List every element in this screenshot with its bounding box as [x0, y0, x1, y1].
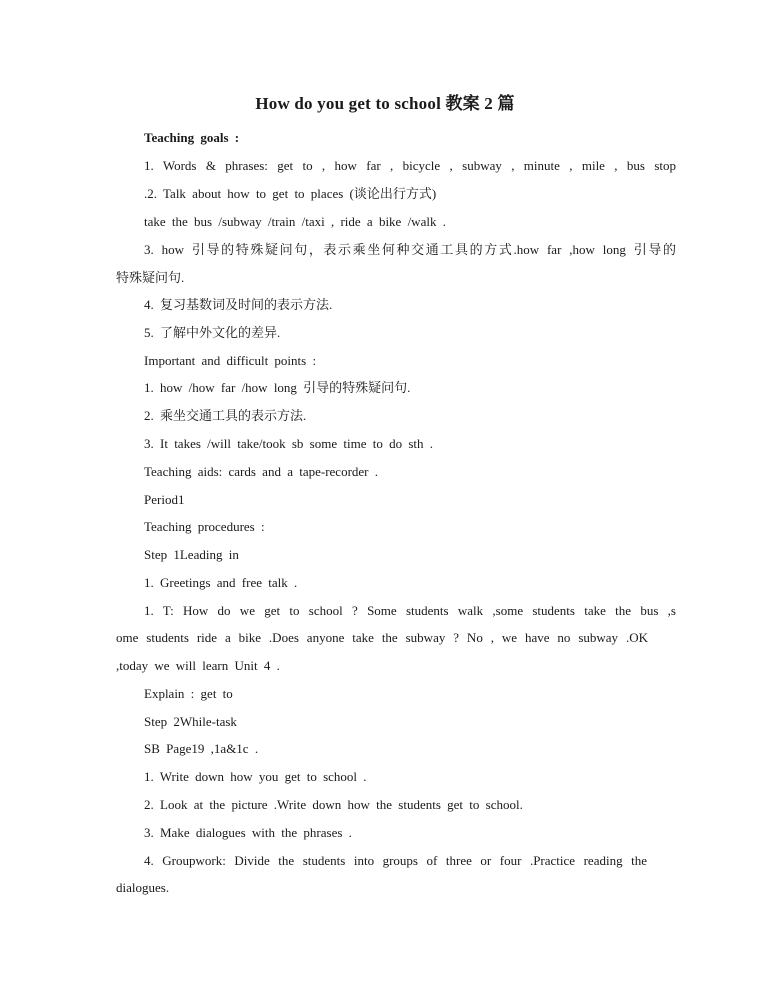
paragraph-line: dialogues.	[116, 880, 170, 895]
paragraph-line: Teaching aids: cards and a tape-recorder .	[144, 464, 379, 479]
paragraph-line: 2. Look at the picture .Write down how the students get to school.	[144, 797, 523, 812]
paragraph-line: ,today we will learn Unit 4 .	[116, 658, 280, 673]
paragraph-line: 3. Make dialogues with the phrases .	[144, 825, 352, 840]
paragraph-line: ome students ride a bike .Does anyone take the subway ? No , we have no subway .OK	[116, 630, 648, 645]
paragraph-line: 4. 复习基数词及时间的表示方法.	[144, 297, 333, 312]
paragraph-line: .2. Talk about how to get to places (谈论出行方式)	[144, 186, 437, 201]
paragraph-line: 4. Groupwork: Divide the students into groups of three or four .Practice reading the	[144, 853, 647, 868]
paragraph-line: 5. 了解中外文化的差异.	[144, 325, 281, 340]
paragraph-line: take the bus /subway /train /taxi , ride a bike /walk .	[144, 214, 446, 229]
section-heading: Important and difficult points :	[144, 353, 317, 368]
paragraph-line: 特殊疑问句.	[116, 270, 185, 285]
paragraph-line: 1. how /how far /how long 引导的特殊疑问句.	[144, 380, 411, 395]
section-heading: Teaching procedures :	[144, 519, 265, 534]
page-title: How do you get to school 教案 2 篇	[255, 94, 515, 113]
paragraph-line: 3. how 引导的特殊疑问句，表示乘坐何种交通工具的方式.how far ,how long 引导的	[144, 242, 676, 257]
paragraph-line: 1. Write down how you get to school .	[144, 769, 367, 784]
paragraph-line: 1. T: How do we get to school ? Some students walk ,some students take the bus ,s	[144, 603, 676, 618]
step-heading: Step 2While-task	[144, 714, 237, 729]
paragraph-line: 1. Greetings and free talk .	[144, 575, 298, 590]
paragraph-line: 2. 乘坐交通工具的表示方法.	[144, 408, 307, 423]
paragraph-line: 3. It takes /will take/took sb some time to do sth .	[144, 436, 434, 451]
paragraph-line: Explain : get to	[144, 686, 233, 701]
step-heading: Step 1Leading in	[144, 547, 239, 562]
teaching-goals-heading: Teaching goals :	[144, 130, 240, 145]
paragraph-line: SB Page19 ,1a&1c .	[144, 741, 259, 756]
paragraph-line: 1. Words & phrases: get to , how far , bicycle , subway , minute , mile , bus stop	[144, 158, 676, 173]
period-label: Period1	[144, 492, 185, 507]
